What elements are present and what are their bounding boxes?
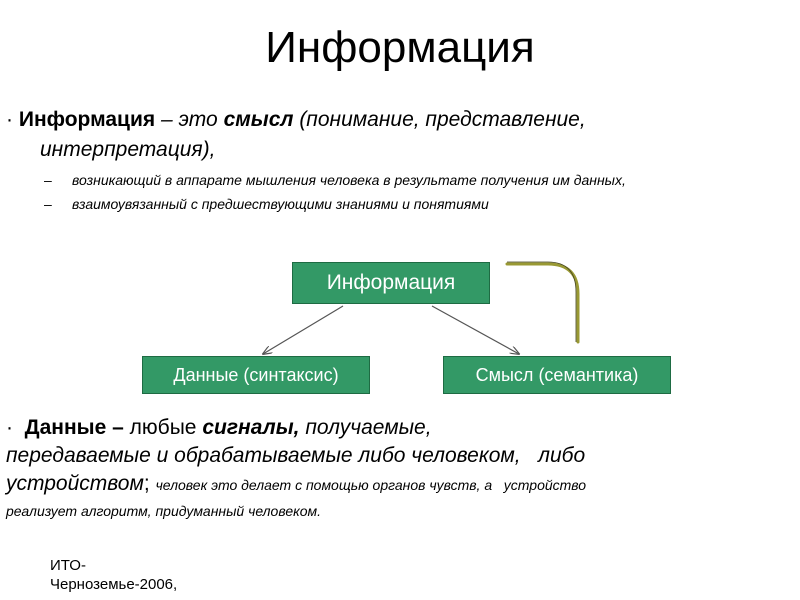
data-definition-paragraph: [6, 414, 786, 522]
bullet: ·: [6, 416, 13, 439]
definition-term: Информация: [18, 108, 156, 131]
arrow-to-data: [263, 306, 343, 354]
slide-title: Информация: [265, 23, 535, 72]
subpoint-dash: –: [44, 172, 52, 188]
definition-rest-2: интерпретация),: [40, 138, 216, 161]
definition-dash: – это: [160, 108, 218, 131]
data-line-2: передаваемые и обрабатываемые либо человеком, либо: [6, 444, 586, 467]
subpoint-text: возникающий в аппарате мышления человека в результате получения им данных,: [72, 172, 626, 188]
data-definition-line-3: [6, 470, 786, 499]
data-line-4-small: реализует алгоритм, придуманный человеком.: [6, 503, 322, 519]
meaning-semantics-box: Смысл (семантика): [443, 356, 671, 394]
data-definition-line-2: [6, 442, 786, 470]
data-line-3-big: устройством: [6, 472, 144, 495]
data-term: Данные –: [24, 416, 124, 439]
data-definition-line-4: [6, 499, 786, 522]
data-line-1-rest: получаемые,: [305, 416, 432, 439]
definition-key: смысл: [223, 108, 294, 131]
footer-line-2: Черноземье-2006,: [50, 576, 178, 593]
definition-rest-1: (понимание, представление,: [299, 108, 586, 131]
feedback-curve: [507, 264, 578, 342]
footer-line-1: ИТО-: [50, 557, 86, 574]
data-definition-line-1: [6, 414, 786, 442]
subpoint-text: взаимоувязанный с предшествующими знаниями и понятиями: [72, 196, 489, 212]
data-semicolon: ;: [143, 472, 150, 495]
data-plain: любые: [129, 416, 197, 439]
arrow-to-meaning: [432, 306, 519, 354]
information-box: Информация: [292, 262, 490, 304]
data-key: сигналы,: [202, 416, 300, 439]
data-line-3-small: человек это делает с помощью органов чувств, а устройство: [155, 477, 587, 493]
data-syntax-box: Данные (синтаксис): [142, 356, 370, 394]
bullet: ·: [6, 108, 13, 131]
footer: [50, 556, 177, 594]
subpoint-dash: –: [44, 196, 52, 212]
